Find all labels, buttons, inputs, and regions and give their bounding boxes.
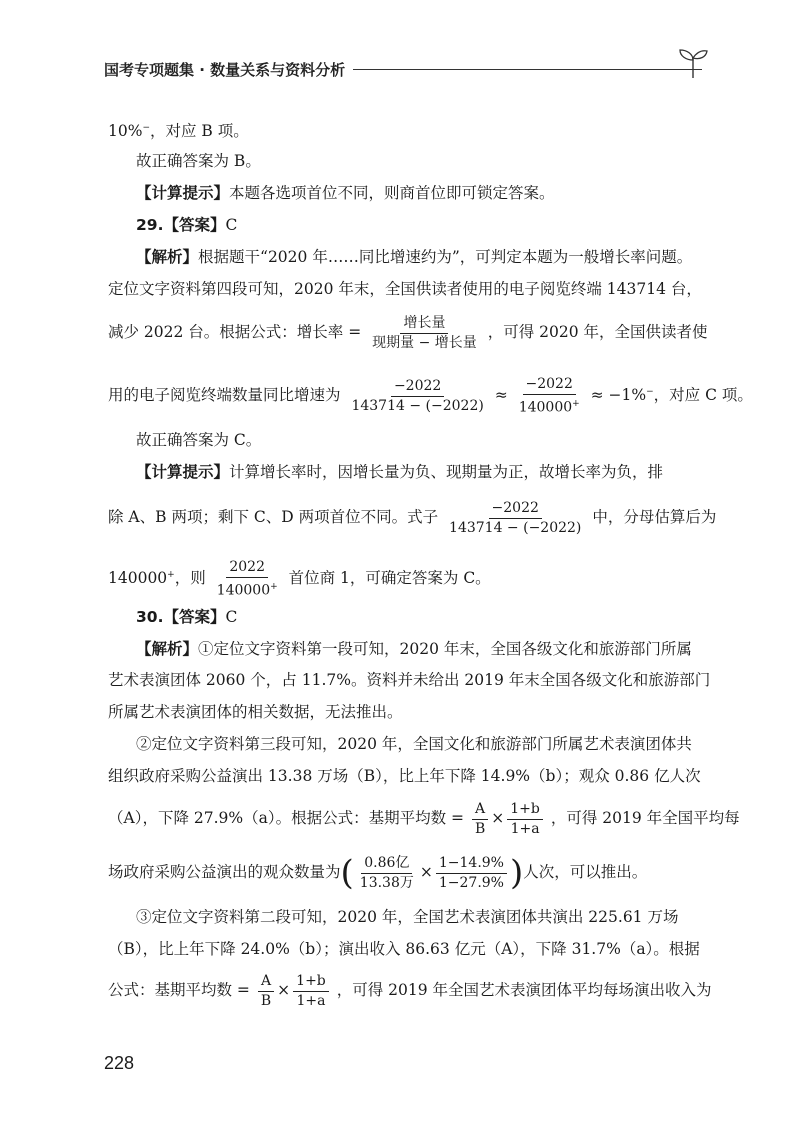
- text-line: 所属艺术表演团体的相关数据，无法推出。: [108, 703, 403, 721]
- calc-tip-label: 【计算提示】: [136, 463, 230, 481]
- fraction: $\frac{-2022}{143714 - (-2022)}$: [351, 377, 484, 414]
- fraction: $\frac{\text{增长量}}{\text{现期量 − 增长量}}$: [372, 314, 477, 351]
- fraction: $\frac{-2022}{140000^+}$: [518, 375, 580, 416]
- fraction: $\frac{\text{0.86亿}}{\text{13.38万}}$: [359, 854, 414, 891]
- formula-line: 用的电子阅览终端数量同比增速为 $\frac{-2022}{143714 - (-2022)}$ ≈ $\frac{-2022}{140000^+}$ ≈ −1%−，对应 C 项。: [108, 375, 753, 416]
- calc-tip-line: 【计算提示】计算增长率时，因增长量为负、现期量为正，故增长率为负，排: [136, 463, 664, 481]
- answer-line-29: 29.【答案】C: [136, 216, 238, 234]
- analysis-label: 【解析】: [136, 248, 199, 266]
- fraction: $\frac{A}{B}$: [258, 973, 274, 1010]
- header-title: 国考专项题集 · 数量关系与资料分析: [104, 60, 346, 79]
- fraction: $\frac{1+b}{1+a}$: [293, 973, 329, 1010]
- fraction: $\frac{A}{B}$: [472, 801, 488, 838]
- calc-tip-label: 【计算提示】: [136, 184, 230, 202]
- text-line: ②定位文字资料第三段可知，2020 年，全国文化和旅游部门所属艺术表演团体共: [136, 735, 692, 753]
- analysis-label: 【解析】: [136, 640, 199, 658]
- fraction: $\frac{1-14.9\%}{1-27.9\%}$: [436, 855, 507, 892]
- page-number: 228: [104, 1053, 135, 1073]
- fraction: $\frac{1+b}{1+a}$: [507, 801, 543, 838]
- formula-line: （A），下降 27.9%（a）。根据公式：基期平均数 = $\frac{A}{B}$ × $\frac{1+b}{1+a}$ ，可得 2019 年全国平均每: [108, 800, 740, 837]
- text-line: 故正确答案为 B。: [136, 152, 261, 170]
- text-line: 10%−，对应 B 项。: [108, 122, 249, 141]
- header-rule: [353, 69, 702, 70]
- analysis-line: 【解析】根据题干“2020 年……同比增速约为”，可判定本题为一般增长率问题。: [136, 248, 693, 266]
- calc-tip-line: 【计算提示】本题各选项首位不同，则商首位即可锁定答案。: [136, 184, 555, 202]
- text-line: 艺术表演团体 2060 个，占 11.7%。资料并未给出 2019 年末全国各级文化和旅游部门: [108, 671, 711, 689]
- formula-line: 140000+，则 $\frac{2022}{140000^+}$ 首位商 1，可确定答案为 C。: [108, 558, 491, 599]
- text-line: ③定位文字资料第二段可知，2020 年，全国艺术表演团体共演出 225.61 万场: [136, 908, 679, 926]
- fraction: $\frac{2022}{140000^+}$: [216, 558, 278, 599]
- formula-line: 公式：基期平均数 = $\frac{A}{B}$ × $\frac{1+b}{1+a}$ ，可得 2019 年全国艺术表演团体平均每场演出收入为: [108, 972, 712, 1009]
- formula-line: 除 A、B 两项；剩下 C、D 两项首位不同。式子 $\frac{-2022}{143714 - (-2022)}$ 中，分母估算后为: [108, 499, 717, 536]
- text-line: （B），比上年下降 24.0%（b）；演出收入 86.63 亿元（A），下降 31.7%（a）。根据: [108, 940, 700, 958]
- answer-line-30: 30.【答案】C: [136, 608, 238, 626]
- text-line: 故正确答案为 C。: [136, 431, 262, 449]
- formula-line: 场政府采购公益演出的观众数量为( $\frac{\text{0.86亿}}{\text{13.38万}}$ × $\frac{1-14.9\%}{1-27.9\%}$ )人次，可以推出。: [108, 853, 648, 893]
- running-header: [104, 58, 704, 80]
- formula-line: 减少 2022 台。根据公式：增长率 = $\frac{\text{增长量}}{\text{现期量 − 增长量}}$ ，可得 2020 年，全国供读者使: [108, 314, 708, 351]
- text-line: 定位文字资料第四段可知，2020 年末，全国供读者使用的电子阅览终端 143714 台，: [108, 280, 702, 298]
- analysis-line: 【解析】①定位文字资料第一段可知，2020 年末，全国各级文化和旅游部门所属: [136, 640, 692, 658]
- fraction: $\frac{-2022}{143714 - (-2022)}$: [449, 499, 582, 536]
- sprout-icon: [676, 40, 710, 80]
- text-line: 组织政府采购公益演出 13.38 万场（B），比上年下降 14.9%（b）；观众 0.86 亿人次: [108, 767, 701, 785]
